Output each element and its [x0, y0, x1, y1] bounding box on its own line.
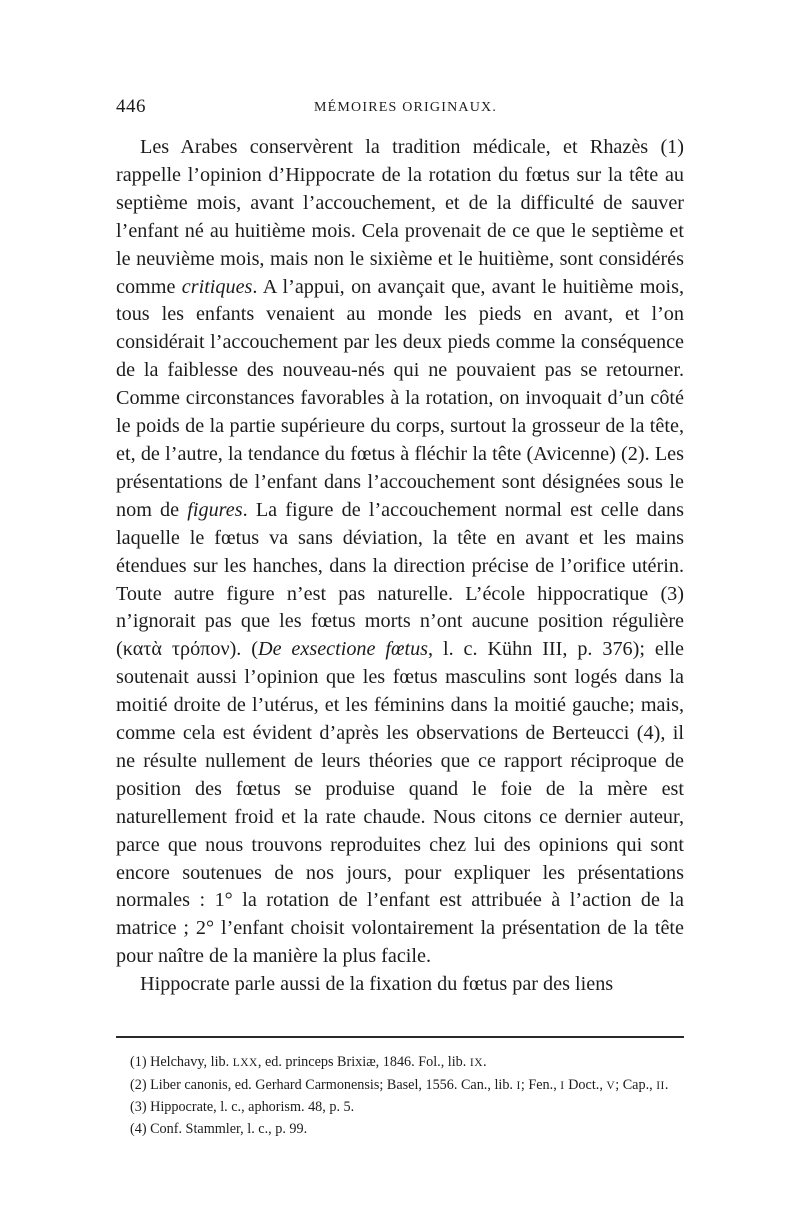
- footnote-2-text-e: .: [664, 1076, 669, 1093]
- page-number: 446: [116, 96, 146, 117]
- footnote-2-numeral-d: II: [656, 1079, 665, 1092]
- italic-term-figures: figures: [187, 498, 243, 521]
- paragraph-1: [116, 134, 684, 971]
- italic-term-critiques: critiques: [181, 275, 253, 298]
- footnote-3: (3) Hippocrate, l. c., aphorism. 48, p. 5.: [130, 1099, 355, 1115]
- footnote-1: [116, 1052, 684, 1075]
- footnote-rule: [116, 1036, 684, 1038]
- paragraph-1-part-4: , l. c. Kühn III, p. 376); elle soutenait aussi l’opinion que les fœtus masculins sont logés dans la moitié droite de l’utérus, et les féminins dans la moitié gauche; mais, comme cela est évident d’après les observations de Berteucci (4), il ne résulte nullement de leurs théories que ce rapport réciproque de position des fœtus se produise quand le foie de la mère est naturellement froid et la rate chaude. Nous citons ce dernier auteur, parce que nous trouvons reproduites chez lui des opinions qui sont encore soutenues de nos jours, pour expliquer les présentations normales : 1° la rotation de l’enfant est attribuée à l’action de la matrice ; 2° l’enfant choisit volontairement la présentation de la tête pour naître de la manière la plus facile.: [116, 638, 685, 968]
- paragraph-1-part-3: . La figure de l’accouchement normal est celle dans laquelle le fœtus va sans déviation, la tête en avant et les mains étendues sur les hanches, dans la direction précise de l’orifice utérin. Toute autre figure n’est pas naturelle. L’école hippocratique (3) n’ignorait pas que les fœtus morts n’ont aucune position régulière (κατὰ τρόπον). (: [116, 498, 684, 661]
- footnote-2-text-a: (2) Liber canonis, ed. Gerhard Carmonensis; Basel, 1556. Can., lib.: [130, 1076, 517, 1093]
- footnote-2: [116, 1075, 684, 1098]
- paragraph-2: Hippocrate parle aussi de la fixation du fœtus par des liens: [140, 973, 614, 996]
- footnote-1-numeral-b: IX: [469, 1057, 484, 1069]
- footnote-1-text-c: .: [483, 1054, 487, 1070]
- footnote-2-numeral-b: I: [560, 1079, 565, 1092]
- footnote-2-text-d: ; Cap.,: [615, 1076, 657, 1093]
- book-page: [116, 96, 685, 1137]
- footnote-2-text-c: Doct.,: [564, 1076, 607, 1093]
- footnote-4: (4) Conf. Stammler, l. c., p. 99.: [130, 1120, 308, 1137]
- italic-citation-title: De exsectione fœtus: [257, 638, 429, 661]
- footnote-2-numeral-c: V: [606, 1079, 616, 1092]
- paragraph-1-part-1: Les Arabes conservèrent la tradition médicale, et Rhazès (1) rappelle l’opinion d’Hippocrate de la rotation du fœtus sur la tête au septième mois, avant l’accouchement, et de la difficulté de sauver l’enfant né au huitième mois. Cela provenait de ce que le septième et le neuvième mois, mais non le sixième et le huitième, sont considérés comme: [116, 136, 684, 298]
- footnote-1-text-b: , ed. princeps Brixiæ, 1846. Fol., lib.: [257, 1054, 470, 1070]
- body-text: [116, 134, 684, 999]
- footnote-1-numeral-a: LXX: [232, 1057, 258, 1069]
- page-header: [116, 96, 684, 124]
- footnote-2-numeral-a: I: [516, 1079, 521, 1092]
- footnote-2-text-b: ; Fen.,: [520, 1076, 561, 1093]
- running-title: MÉMOIRES ORIGINAUX.: [314, 100, 498, 115]
- footnote-1-text-a: (1) Helchavy, lib.: [130, 1054, 233, 1070]
- paragraph-1-part-2: . A l’appui, on avançait que, avant le huitième mois, tous les enfants venaient au monde les pieds en avant, et l’on considérait l’accouchement par les deux pieds comme la conséquence de la faiblesse des nouveau-nés qui ne pouvaient pas se retourner. Comme circonstances favorables à la rotation, on invoquait d’un côté le poids de la partie supérieure du corps, surtout la grosseur de la tête, et, de l’autre, la tendance du fœtus à fléchir la tête (Avicenne) (2). Les présentations de l’enfant dans l’accouchement sont désignées sous le nom de: [116, 275, 684, 521]
- footnotes: [116, 1052, 684, 1140]
